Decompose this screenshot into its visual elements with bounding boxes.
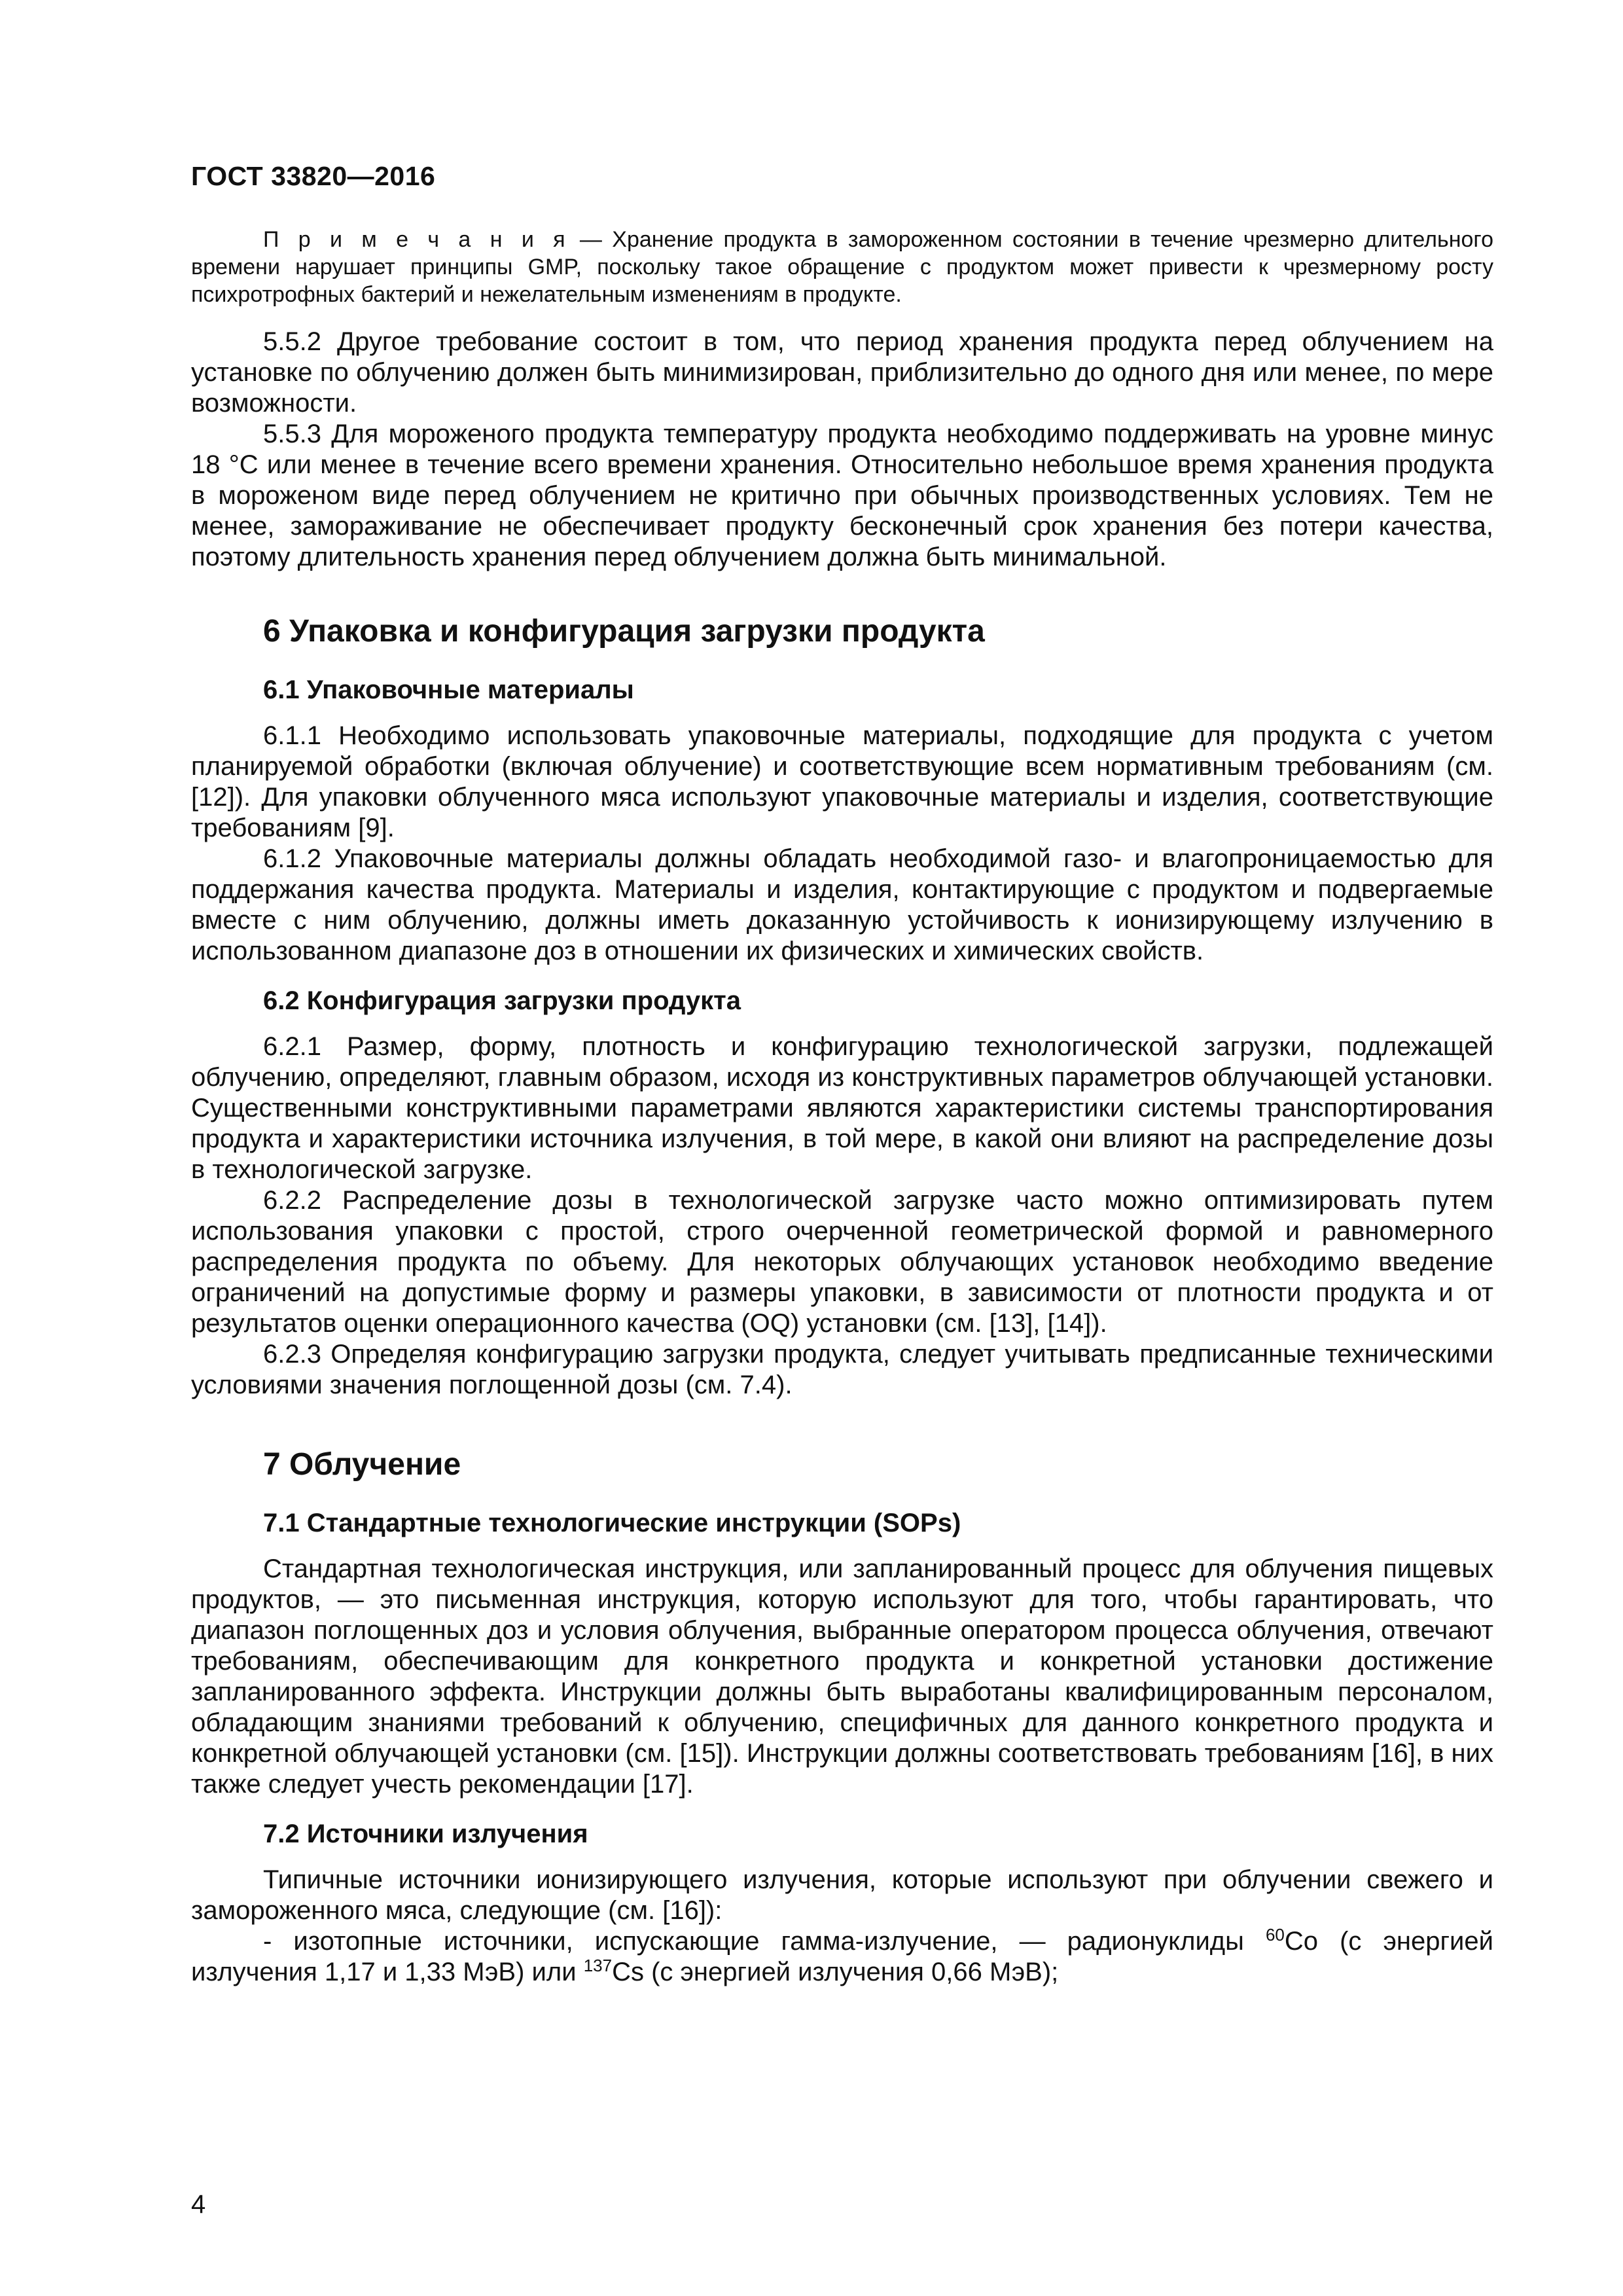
- subsection-7-1-heading: 7.1 Стандартные технологические инструкции (SOPs): [263, 1509, 961, 1537]
- list-item-isotope-sources: [191, 1926, 1493, 1988]
- subsection-7-2-heading: 7.2 Источники излучения: [263, 1820, 588, 1848]
- section-7-heading: 7 Облучение: [263, 1447, 461, 1482]
- note-paragraph: [191, 226, 1493, 308]
- paragraph-6-1-1: 6.1.1 Необходимо использовать упаковочные материалы, подходящие для продукта с учетом планируемой обработки (включая облучение) и соответствующие всем нормативным требованиям (см. [12]). Для упаковки облученного мяса используют упаковочные материалы и изделия, соответствующие требованиям [9].: [191, 721, 1493, 842]
- paragraph-5-5-2: 5.5.2 Другое требование состоит в том, что период хранения продукта перед облучением на установке по облучению должен быть минимизирован, приблизительно до одного дня или менее, по мере возможности.: [191, 327, 1493, 418]
- isotope-mass-60: 60: [1265, 1925, 1285, 1945]
- section-6-heading: 6 Упаковка и конфигурация загрузки продукта: [263, 614, 985, 649]
- paragraph-6-2-2: 6.2.2 Распределение дозы в технологической загрузке часто можно оптимизировать путем использования упаковки с простой, строго очерченной геометрической формой и равномерного распределения продукта по объему. Для некоторых облучающих установок необходимо введение ограничений на допустимые форму и размеры упаковки, в зависимости от плотности продукта и от результатов оценки операционного качества (OQ) установки (см. [13], [14]).: [191, 1186, 1493, 1338]
- paragraph-6-2-3: 6.2.3 Определяя конфигурацию загрузки продукта, следует учитывать предписанные техническими условиями значения поглощенной дозы (см. 7.4).: [191, 1340, 1493, 1399]
- isotope-mass-137: 137: [583, 1956, 613, 1975]
- list-item-text-a: - изотопные источники, испускающие гамма-излучение, — радионуклиды: [263, 1927, 1266, 1956]
- document-header: ГОСТ 33820—2016: [191, 161, 436, 191]
- paragraph-6-1-2: 6.1.2 Упаковочные материалы должны обладать необходимой газо- и влагопроницаемостью для поддержания качества продукта. Материалы и изделия, контактирующие с продуктом и подвергаемые вместе с ним облучению, должны иметь доказанную устойчивость к ионизирующему излучению в использованном диапазоне доз в отношении их физических и химических свойств.: [191, 844, 1493, 965]
- page-number: 4: [191, 2190, 206, 2219]
- list-item-text-c: Cs (с энергией излучения 0,66 МэВ);: [612, 1958, 1059, 1986]
- paragraph-7-2: Типичные источники ионизирующего излучения, которые используют при облучении свежего и замороженного мяса, следующие (см. [16]):: [191, 1865, 1493, 1925]
- note-text: — Хранение продукта в замороженном состоянии в течение чрезмерно длительного времени нарушает принципы GMP, поскольку такое обращение с продуктом может привести к чрезмерному росту психротрофных бактерий и нежелательным изменениям в продукте.: [191, 227, 1493, 307]
- paragraph-7-1: Стандартная технологическая инструкция, или запланированный процесс для облучения пищевых продуктов, — это письменная инструкция, которую используют для того, чтобы гарантировать, что диапазон поглощенных доз и условия облучения, выбранные оператором процесса облучения, отвечают требованиям, обеспечивающим для конкретного продукта и конкретной установки достижение запланированного эффекта. Инструкции должны быть выработаны квалифицированным персоналом, обладающим знаниями требований к облучению, специфичных для данного конкретного продукта и конкретной облучающей установки (см. [15]). Инструкции должны соответствовать требованиям [16], в них также следует учесть рекомендации [17].: [191, 1554, 1493, 1799]
- page-content: [191, 226, 1493, 1988]
- list-item-text-b: Co (с энергией излучения 1,17 и 1,33 МэВ) или: [191, 1927, 1493, 1986]
- subsection-6-2-heading: 6.2 Конфигурация загрузки продукта: [263, 986, 741, 1015]
- note-label: П р и м е ч а н и я: [263, 227, 570, 252]
- paragraph-6-2-1: 6.2.1 Размер, форму, плотность и конфигурацию технологической загрузки, подлежащей облучению, определяют, главным образом, исходя из конструктивных параметров облучающей установки. Существенными конструктивными параметрами являются характеристики системы транспортирования продукта и характеристики источника излучения, в той мере, в какой они влияют на распределение дозы в технологической загрузке.: [191, 1032, 1493, 1184]
- subsection-6-1-heading: 6.1 Упаковочные материалы: [263, 675, 634, 704]
- paragraph-5-5-3: 5.5.3 Для мороженого продукта температуру продукта необходимо поддерживать на уровне минус 18 °С или менее в течение всего времени хранения. Относительно небольшое время хранения продукта в мороженом виде перед облучением не критично при обычных производственных условиях. Тем не менее, замораживание не обеспечивает продукту бесконечный срок хранения без потери качества, поэтому длительность хранения перед облучением должна быть минимальной.: [191, 420, 1493, 571]
